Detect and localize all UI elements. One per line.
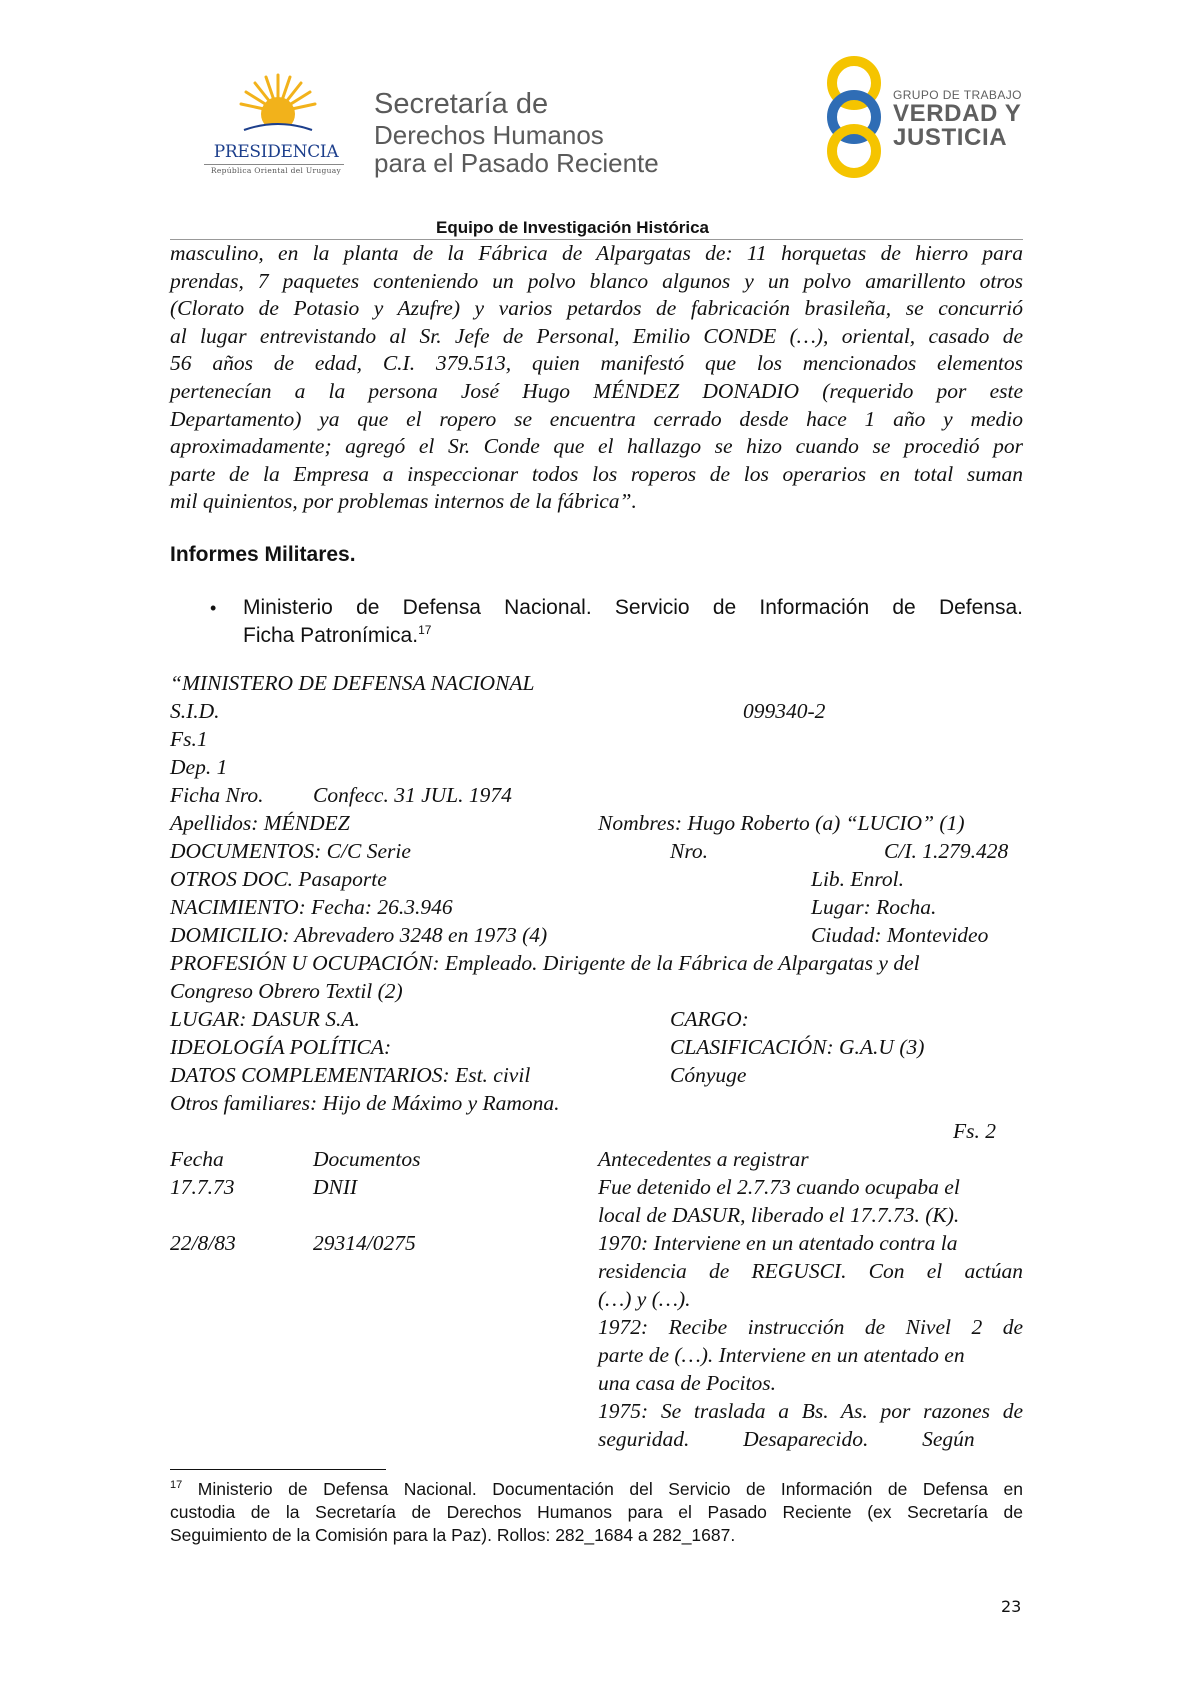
row-1-line: Fue detenido el 2.7.73 cuando ocupaba el bbox=[598, 1175, 960, 1199]
paragraph-line: pertenecían a la persona José Hugo MÉNDEZ DONADIO (requerido por este bbox=[170, 378, 1023, 403]
presidencia-subtitle: República Oriental del Uruguay bbox=[210, 166, 342, 175]
bullet-marker: • bbox=[210, 598, 217, 618]
row-2-line: residencia de REGUSCI. Con el actúan bbox=[598, 1259, 1023, 1283]
record-ministry: “MINISTERO DE DEFENSA NACIONAL bbox=[170, 671, 535, 695]
row-2-line: seguridad. Desaparecido. Según bbox=[598, 1427, 975, 1451]
presidencia-logo bbox=[196, 72, 356, 182]
grupo-line-1: GRUPO DE TRABAJO bbox=[893, 88, 1022, 102]
paragraph-line: aproximadamente; agregó el Sr. Conde que el hallazgo se hizo cuando se procedió por bbox=[170, 434, 1023, 459]
secretaria-logo-text bbox=[374, 90, 659, 176]
bullet-line-2-text: Ficha Patronímica. bbox=[243, 624, 419, 647]
bullet-item bbox=[243, 594, 1023, 650]
footnote-line-2: custodia de la Secretaría de Derechos Humanos para el Pasado Reciente (ex Secretaría de bbox=[170, 1502, 1023, 1522]
record-dep: Dep. 1 bbox=[170, 755, 228, 779]
bullet-line-2 bbox=[243, 622, 1023, 650]
record-domicilio: DOMICILIO: Abrevadero 3248 en 1973 (4) bbox=[170, 923, 548, 947]
record-nro: Nro. bbox=[670, 839, 709, 863]
record-sid: S.I.D. bbox=[170, 699, 220, 723]
record-otros-doc: OTROS DOC. Pasaporte bbox=[170, 867, 387, 891]
record-confecc: Confecc. 31 JUL. 1974 bbox=[313, 783, 512, 807]
record-datos-comp: DATOS COMPLEMENTARIOS: Est. civil bbox=[170, 1063, 531, 1087]
secretaria-line-1: Secretaría de bbox=[374, 88, 549, 120]
record-nacimiento: NACIMIENTO: Fecha: 26.3.946 bbox=[170, 895, 453, 919]
col-header-fecha: Fecha bbox=[170, 1147, 224, 1171]
paragraph-line: mil quinientos, por problemas internos de la fábrica”. bbox=[170, 489, 637, 514]
row-2-line: una casa de Pocitos. bbox=[598, 1371, 776, 1395]
row-2-line: 1970: Interviene en un atentado contra la bbox=[598, 1231, 958, 1255]
paragraph-line: parte de la Empresa a inspeccionar todos los roperos de los operarios en total suman bbox=[170, 461, 1023, 486]
page-number: 23 bbox=[1001, 1597, 1022, 1616]
presidencia-name: PRESIDENCIA bbox=[213, 142, 339, 162]
verdad-justicia-rings-icon bbox=[820, 56, 888, 178]
paragraph-line: prendas, 7 paquetes conteniendo un polvo blanco algunos y un polvo amarillento otros bbox=[170, 268, 1023, 293]
record-sid-number: 099340-2 bbox=[743, 699, 826, 723]
bullet-line-1: Ministerio de Defensa Nacional. Servicio de Información de Defensa. bbox=[243, 596, 1023, 619]
paragraph-line: Departamento) ya que el ropero se encuentra cerrado desde hace 1 año y medio bbox=[170, 406, 1023, 431]
record-profesion: PROFESIÓN U OCUPACIÓN: Empleado. Dirigente de la Fábrica de Alpargatas y del bbox=[170, 951, 920, 975]
record-otros-familiares: Otros familiares: Hijo de Máximo y Ramona. bbox=[170, 1091, 560, 1115]
paragraph-line: 56 años de edad, C.I. 379.513, quien manifestó que los mencionados elementos bbox=[170, 351, 1023, 376]
footnote-number: 17 bbox=[170, 1479, 183, 1492]
secretaria-line-2: Derechos Humanos bbox=[374, 120, 604, 150]
record-documentos: DOCUMENTOS: C/C Serie bbox=[170, 839, 411, 863]
grupo-trabajo-text bbox=[893, 88, 1022, 150]
footnote-ref[interactable]: 17 bbox=[418, 623, 432, 637]
row-2-line: (…) y (…). bbox=[598, 1287, 691, 1311]
record-ideologia: IDEOLOGÍA POLÍTICA: bbox=[170, 1035, 392, 1059]
row-2-line: 1972: Recibe instrucción de Nivel 2 de bbox=[598, 1315, 1023, 1339]
grupo-line-2: VERDAD Y bbox=[893, 100, 1022, 127]
record-lib-enrol: Lib. Enrol. bbox=[811, 867, 904, 891]
row-1-line: local de DASUR, liberado el 17.7.73. (K). bbox=[598, 1203, 960, 1227]
presidencia-rule bbox=[204, 164, 344, 165]
record-profesion-cont: Congreso Obrero Textil (2) bbox=[170, 979, 403, 1003]
col-header-antecedentes: Antecedentes a registrar bbox=[598, 1147, 809, 1171]
section-heading: Informes Militares. bbox=[170, 543, 356, 566]
footnote bbox=[170, 1478, 1023, 1547]
footnote-line bbox=[170, 1478, 1023, 1501]
row-2-doc: 29314/0275 bbox=[313, 1231, 416, 1255]
paragraph-line: al lugar entrevistando al Sr. Jefe de Personal, Emilio CONDE (…), oriental, casado de bbox=[170, 323, 1023, 348]
paragraph-line: masculino, en la planta de la Fábrica de Alpargatas de: 11 horquetas de hierro para bbox=[170, 241, 1023, 265]
row-1-fecha: 17.7.73 bbox=[170, 1175, 235, 1199]
record-lugar: LUGAR: DASUR S.A. bbox=[170, 1007, 360, 1031]
team-title: Equipo de Investigación Histórica bbox=[436, 218, 709, 237]
record-ciudad: Ciudad: Montevideo bbox=[811, 923, 989, 947]
record-fs1: Fs.1 bbox=[170, 727, 208, 751]
footnote-line-3: Seguimiento de la Comisión para la Paz). Rollos: 282_1684 a 282_1687. bbox=[170, 1525, 736, 1545]
col-header-documentos: Documentos bbox=[313, 1147, 421, 1171]
record-ci: C/I. 1.279.428 bbox=[884, 839, 1009, 863]
footnote-line-1: Ministerio de Defensa Nacional. Documentación del Servicio de Información de Defensa en bbox=[182, 1479, 1023, 1499]
record-ficha: Ficha Nro. bbox=[170, 783, 264, 807]
secretaria-line-3: para el Pasado Reciente bbox=[374, 148, 659, 178]
record-nombres: Nombres: Hugo Roberto (a) “LUCIO” (1) bbox=[598, 811, 965, 835]
row-2-fecha: 22/8/83 bbox=[170, 1231, 236, 1255]
record-clasificacion: CLASIFICACIÓN: G.A.U (3) bbox=[670, 1035, 925, 1059]
record-lugar-nac: Lugar: Rocha. bbox=[811, 895, 937, 919]
paragraph-line: (Clorato de Potasio y Azufre) y varios petardos de fabricación brasileña, se concurrió bbox=[170, 296, 1023, 321]
intro-paragraph bbox=[170, 240, 1023, 516]
row-2-line: 1975: Se traslada a Bs. As. por razones de bbox=[598, 1399, 1023, 1423]
record-fs2: Fs. 2 bbox=[953, 1119, 996, 1143]
footnote-rule bbox=[170, 1469, 386, 1470]
grupo-line-3: JUSTICIA bbox=[893, 124, 1008, 151]
row-1-doc: DNII bbox=[313, 1175, 358, 1199]
record-cargo: CARGO: bbox=[670, 1007, 749, 1031]
sun-emblem-icon bbox=[238, 72, 318, 142]
record-conyuge: Cónyuge bbox=[670, 1063, 747, 1087]
record-apellidos: Apellidos: MÉNDEZ bbox=[170, 811, 350, 835]
row-2-line: parte de (…). Interviene en un atentado en bbox=[598, 1343, 965, 1367]
